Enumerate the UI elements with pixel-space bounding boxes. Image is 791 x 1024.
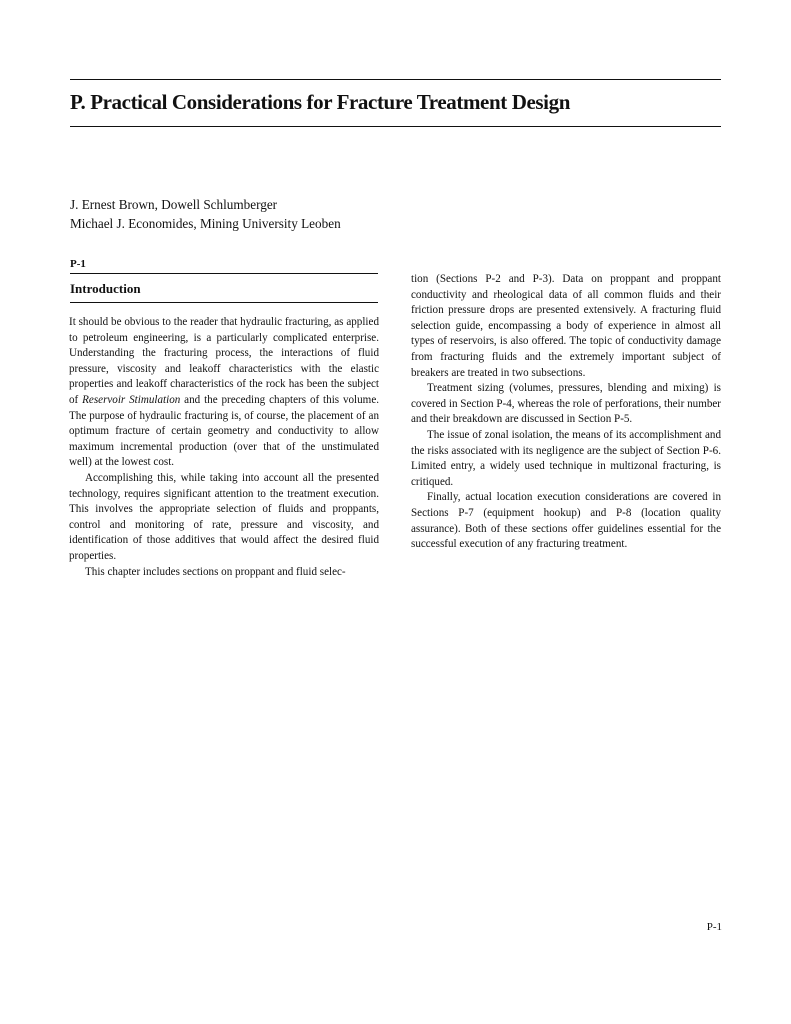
paragraph: This chapter includes sections on proppant and fluid selec- bbox=[85, 565, 346, 578]
chapter-title: P. Practical Considerations for Fracture Treatment Design bbox=[70, 90, 570, 114]
left-column bbox=[69, 315, 379, 580]
paragraph: Finally, actual location execution considerations are covered in Sections P-7 (equipment hookup) and P-8 (location quality assurance). Both of these sections offer guidelines essential for the successful execution of any fracturing treatment. bbox=[411, 491, 721, 551]
author-line: Michael J. Economides, Mining University Leoben bbox=[70, 216, 341, 231]
author-line: J. Ernest Brown, Dowell Schlumberger bbox=[70, 197, 278, 212]
paragraph bbox=[69, 315, 379, 471]
right-column bbox=[411, 272, 721, 553]
paragraph: The issue of zonal isolation, the means of its accomplishment and the risks associated with its negligence are the subject of Section P-6. Limited entry, a widely used technique in multizonal fracturing, is critiqued. bbox=[411, 428, 721, 488]
text-run: and the preceding chapters of this volume. The purpose of hydraulic fracturing is, of course, the placement of an optimum fracture of certain geometry and conductivity to allow maximum incremental production (over that of the unstimulated well) at the lowest cost. bbox=[69, 393, 380, 469]
paragraph: Treatment sizing (volumes, pressures, blending and mixing) is covered in Section P-4, whereas the role of perforations, their number and their breakdown are discussed in Section P-5. bbox=[411, 382, 721, 426]
book-title: Reservoir Stimulation bbox=[82, 393, 181, 406]
page-number: P-1 bbox=[706, 921, 722, 933]
paragraph: Accomplishing this, while taking into account all the presented technology, requires significant attention to the treatment execution. This involves the appropriate selection of fluids and proppants, control and monitoring of rate, pressure and viscosity, and identification of those additives that would affect the desired fluid properties. bbox=[69, 471, 379, 562]
section-top-rule bbox=[70, 273, 378, 274]
section-bottom-rule bbox=[70, 302, 378, 303]
text-run: It should be obvious to the reader that hydraulic fracturing, as applied to petroleum engineering, is a particularly complicated enterprise. Understanding the fracturing process, the interactions of fluid pressure, viscosity and leakoff characteristics with the elastic properties and leakoff characteristics of the rock has been the subject of bbox=[69, 316, 379, 406]
title-bottom-rule bbox=[70, 126, 721, 127]
title-top-rule bbox=[70, 79, 721, 80]
section-title: Introduction bbox=[70, 281, 141, 296]
author-block bbox=[70, 195, 341, 233]
paragraph: tion (Sections P-2 and P-3). Data on proppant and proppant conductivity and rheological data of all common fluids and their friction pressure drops are presented extensively. A fracturing fluid selection guide, encompassing a body of experience in almost all types of reservoirs, is also offered. The topic of conductivity damage from fracturing fluids and the extremely important subject of breakers are treated in two subsections. bbox=[411, 273, 721, 379]
section-number: P-1 bbox=[70, 258, 86, 270]
